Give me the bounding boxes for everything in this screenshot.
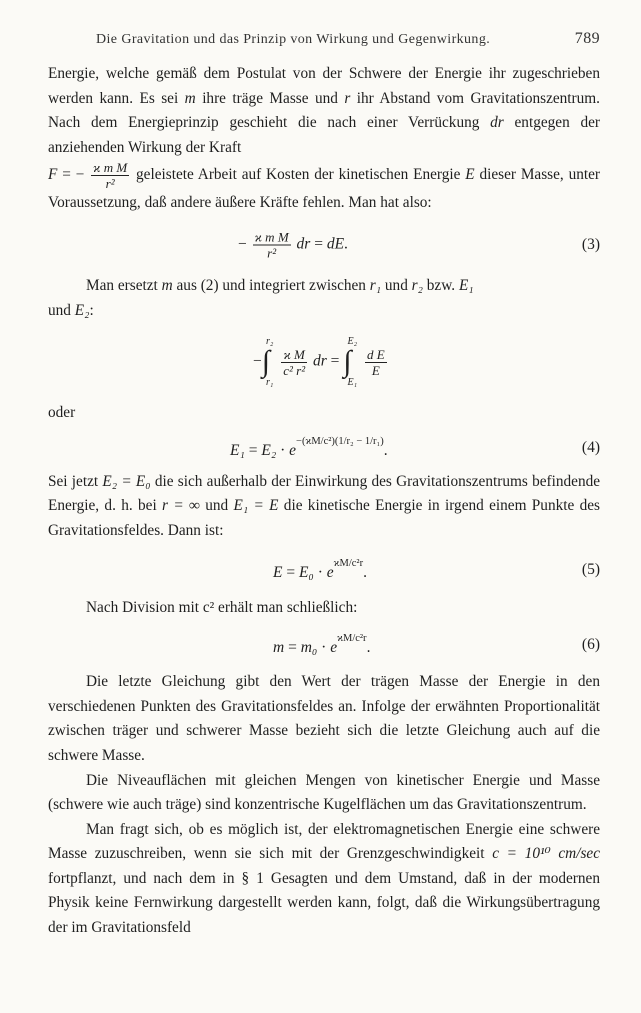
frac-denominator: r² bbox=[105, 176, 115, 192]
force-fraction bbox=[91, 160, 129, 191]
paragraph-3 bbox=[48, 470, 600, 544]
equation-number: (4) bbox=[581, 438, 600, 456]
text-span: und bbox=[384, 276, 408, 294]
equation-6: $m = m_0 \cdot e^{ϰM/c^2r}$. (6) bbox=[273, 633, 600, 657]
word-oder: oder bbox=[48, 404, 76, 422]
page bbox=[48, 30, 600, 941]
text-span: fortpflanzt, und nach dem in § 1 Gesagten und dem Umstand, daß in der modernen Physik keine Fernwirkung dargestellt werden kann, folgt, daß die Wirkungsübertragung der im Gravitationsfeld bbox=[48, 869, 600, 937]
math-E1: E₁ bbox=[458, 276, 474, 294]
math-r2: r₂ bbox=[411, 276, 423, 294]
equation-number: (3) bbox=[581, 235, 600, 253]
text-span: Man fragt sich, ob es möglich ist, der elektromagnetischen Energie eine schwere Masse zuzuschreiben, wenn sie sich mit der Grenzgeschwindigkeit bbox=[48, 820, 600, 863]
text-span: entgegen der anziehenden Wirkung der Kraft bbox=[48, 114, 601, 156]
text-span: aus (2) und integriert zwischen bbox=[176, 276, 366, 294]
equation-integral: −∫ r₂ r₁ $\frac{\text{ϰ M}}{\text{c² r²}}$ dr = ∫ E₂ E₁ $\frac{\text{d E}}{E}$ bbox=[253, 336, 385, 389]
math-c-value: c = 10¹⁰ cm/sec bbox=[492, 845, 600, 863]
frac-numerator: ϰ m M bbox=[93, 160, 128, 176]
math-E2: E₂ bbox=[74, 301, 90, 319]
paragraph-1: Energie, welche gemäß dem Postulat von der Schwere der Energie ihr zugeschrieben werden kann. Es sei m ihre träge Masse und r ihr Abstand vom Gravitationszentrum. Nach dem Energieprinzip geschieht die nach einer Verrückung dr entgegen der anziehenden Wirkung der Kraft F = − $\frac{\text{ϰ m M}}{\text{r²}}$ geleistete Arbeit auf Kosten der kinetischen Energie E dieser Masse, unter Voraussetzung, daß andere äußere Kräfte fehlen. Man hat also: bbox=[48, 65, 601, 212]
math-m: m bbox=[184, 89, 196, 107]
text-span: Man ersetzt bbox=[86, 276, 158, 294]
paragraph-7 bbox=[48, 818, 600, 941]
math-r-inf: r = ∞ bbox=[162, 497, 200, 515]
equation-4: $E_1 = E_2 \cdot e^{-(ϰM/c^2)(1/r_2 - 1/r_1)}$. (4) bbox=[230, 435, 600, 459]
text-span: ihr Abstand vom Gravitationszentrum. Nach dem Energieprinzip geschieht die nach einer Verrückung bbox=[48, 89, 601, 132]
math-E1-eq-E: E₁ = E bbox=[233, 497, 279, 515]
text-span: bzw. bbox=[426, 276, 456, 294]
text-span: die kinetische Energie in irgend einem Punkte des Gravitationsfeldes. Dann ist: bbox=[48, 497, 600, 539]
paragraph-6: Die Niveauflächen mit gleichen Mengen von kinetischer Energie und Masse (schwere wie auch träge) sind konzentrische Kugelflächen um das Gravitationszentrum. bbox=[48, 771, 600, 814]
equation-3: − $\frac{\text{ϰ m M}}{\text{r²}}$ dr = dE. (3) bbox=[238, 229, 600, 261]
math-r: r bbox=[344, 89, 351, 107]
text-span: ihre träge Masse und bbox=[202, 89, 338, 107]
paragraph-5: Die letzte Gleichung gibt den Wert der trägen Masse der Energie in den verschiedenen Punkten des Gravitationsfeldes an. Infolge der erwähnten Proportionalität zwischen träger und schwerer Masse bezieht sich die letzte Gleichung auch auf die schwere Masse. bbox=[48, 673, 600, 764]
math-F: F bbox=[48, 166, 58, 184]
running-title: Die Gravitation und das Prinzip von Wirkung und Gegenwirkung. bbox=[96, 32, 491, 47]
math-E: E bbox=[465, 166, 475, 184]
text-span: Sei jetzt bbox=[48, 472, 99, 490]
equation-number: (6) bbox=[581, 636, 600, 654]
paragraph-4: Nach Division mit c² erhält man schließlich: bbox=[86, 598, 358, 616]
paragraph-2: Man ersetzt m aus (2) und integriert zwischen r₁ und r₂ bzw. E₁ und E₂: bbox=[48, 276, 474, 319]
text-span: Energie, welche gemäß dem Postulat von der Schwere der Energie ihr zugeschrieben werden kann. Es sei bbox=[48, 65, 600, 107]
equation-number: (5) bbox=[581, 560, 600, 578]
math-dr: dr bbox=[490, 114, 504, 132]
page-number: 789 bbox=[574, 30, 600, 47]
text-span: und bbox=[205, 497, 229, 515]
text-span: und bbox=[48, 301, 71, 319]
math-r1: r₁ bbox=[369, 276, 382, 294]
equation-5: $E = E_0 \cdot e^{ϰM/c^2r}$. (5) bbox=[273, 557, 600, 581]
running-header bbox=[48, 30, 600, 56]
text-span: dieser Masse, unter Voraussetzung, daß andere äußere Kräfte fehlen. Man hat also: bbox=[48, 166, 600, 212]
math-m: m bbox=[161, 276, 173, 294]
math-E2-eq-E0: E₂ = E₀ bbox=[102, 472, 151, 490]
text-span: die sich außerhalb der Einwirkung des Gravitationszentrums befindende Energie, d. h. bei bbox=[48, 472, 601, 515]
text-span: geleistete Arbeit auf Kosten der kinetischen Energie bbox=[136, 166, 461, 184]
